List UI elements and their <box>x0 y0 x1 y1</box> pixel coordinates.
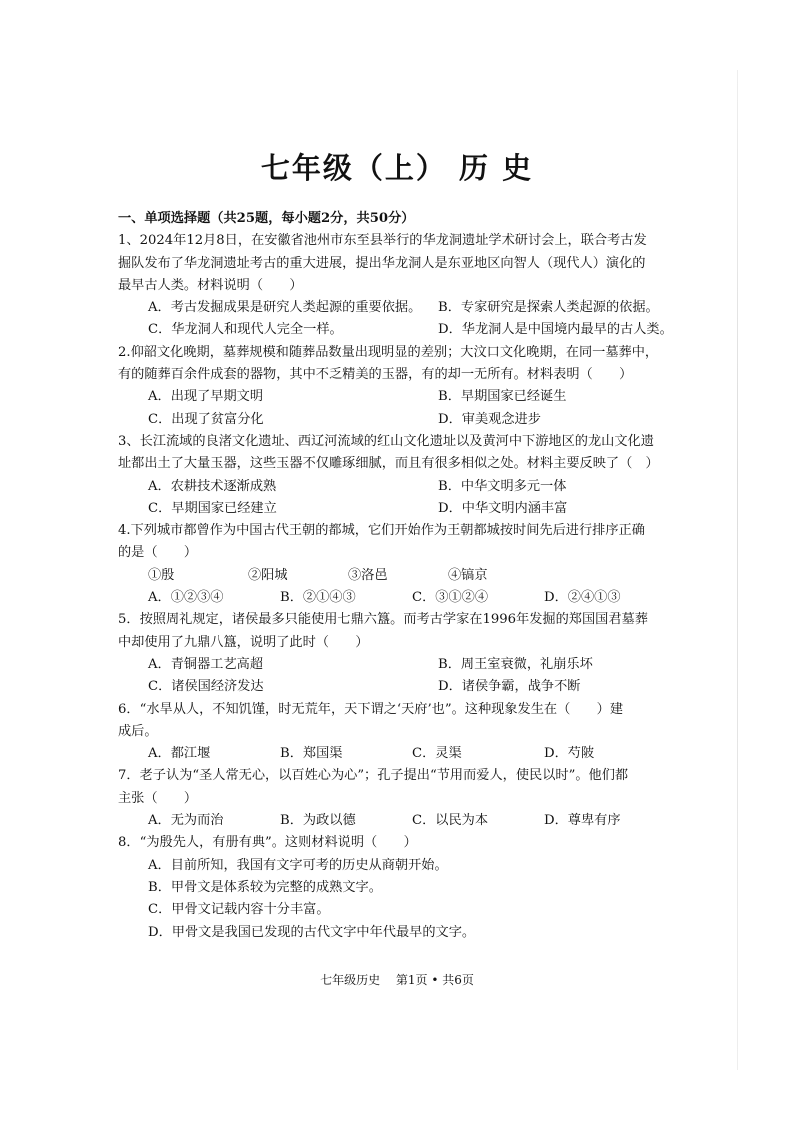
question-8 <box>118 832 684 943</box>
page-title: 七年级（上） 历 史 <box>260 151 534 185</box>
question-text-line: 5．按照周礼规定，诸侯最多只能使用七鼎六簋。而考古学家在1996年发掘的郑国国君墓葬 <box>118 612 648 628</box>
option-c[interactable]: C．出现了贫富分化 <box>148 411 264 427</box>
option-b[interactable]: B．②①④③ <box>280 590 356 606</box>
question-1 <box>118 230 684 341</box>
question-text-line: 3、长江流域的良渚文化遗址、西辽河流域的红山文化遗址以及黄河中下游地区的龙山文化遗 <box>118 433 654 449</box>
option-a[interactable]: A．出现了早期文明 <box>148 389 264 405</box>
option-c[interactable]: C．诸侯国经济发达 <box>148 679 264 695</box>
option-c[interactable]: C．早期国家已经建立 <box>148 500 277 516</box>
sequence-items <box>118 565 684 587</box>
footer-page-number: 第1页 • 共6页 <box>395 973 474 987</box>
option-row <box>118 676 684 698</box>
question-text-line: 中却使用了九鼎八簋，说明了此时（ ） <box>118 634 369 650</box>
page-footer <box>0 971 794 988</box>
option-a[interactable]: A．目前所知，我国有文字可考的历史从商朝开始。 <box>148 857 448 873</box>
option-row <box>118 386 684 408</box>
section-header: 一、单项选择题（共25题，每小题2分，共50分） <box>118 211 415 226</box>
question-text-line: 1、2024年12月8日，在安徽省池州市东至县举行的华龙洞遗址学术研讨会上，联合考古发 <box>118 233 647 249</box>
option-a[interactable]: A．都江堰 <box>148 746 211 762</box>
question-text-line: 2.仰韶文化晚期，墓葬规模和随葬品数量出现明显的差别；大汶口文化晚期，在同一墓葬中， <box>118 344 659 360</box>
option-d[interactable]: D．诸侯争霸，战争不断 <box>438 679 581 695</box>
question-text-line: 的是（ ） <box>118 545 198 561</box>
option-b[interactable]: B．中华文明多元一体 <box>438 478 567 494</box>
option-c[interactable]: C．③①②④ <box>412 590 489 606</box>
sequence-item: ①殷 <box>148 567 175 583</box>
question-4 <box>118 520 684 609</box>
option-b[interactable]: B．甲骨文是体系较为完整的成熟文字。 <box>148 879 382 895</box>
question-text-line: 4.下列城市都曾作为中国古代王朝的都城，它们开始作为王朝都城按时间先后进行排序正确 <box>118 523 645 539</box>
option-row <box>118 654 684 676</box>
sequence-item: ④镐京 <box>448 567 488 583</box>
option-row <box>118 409 684 431</box>
option-a[interactable]: A．无为而治 <box>148 813 224 829</box>
question-text-line: 7．老子认为“圣人常无心，以百姓心为心”；孔子提出“节用而爱人，使民以时”。他们都 <box>118 768 629 784</box>
option-d[interactable]: D．②④①③ <box>544 590 621 606</box>
sequence-item: ②阳城 <box>248 567 288 583</box>
option-row <box>118 297 684 319</box>
option-a[interactable]: A．农耕技术逐渐成熟 <box>148 478 277 494</box>
option-b[interactable]: B．郑国渠 <box>280 746 343 762</box>
question-7 <box>118 765 684 832</box>
question-text-line: 主张（ ） <box>118 790 198 806</box>
page-edge-shadow <box>737 70 738 1070</box>
option-b[interactable]: B．为政以德 <box>280 813 356 829</box>
option-d[interactable]: D．尊卑有序 <box>544 813 621 829</box>
option-row <box>118 476 684 498</box>
sequence-item: ③洛邑 <box>348 567 388 583</box>
question-text-line: 8．“为殷先人，有册有典”。这则材料说明（ ） <box>118 835 417 851</box>
option-row <box>118 810 684 832</box>
footer-subject: 七年级历史 <box>320 973 381 987</box>
option-d[interactable]: D．芍陂 <box>544 746 595 762</box>
option-d[interactable]: D．审美观念进步 <box>438 411 541 427</box>
question-text-line: 址都出土了大量玉器，这些玉器不仅雕琢细腻，而且有很多相似之处。材料主要反映了（ ） <box>118 456 659 472</box>
option-row <box>118 498 684 520</box>
question-text-line: 最早古人类。材料说明（ ） <box>118 277 303 293</box>
option-a[interactable]: A．青铜器工艺高超 <box>148 656 264 672</box>
question-text-line: 成后。 <box>118 723 158 739</box>
option-c[interactable]: C．华龙洞人和现代人完全一样。 <box>148 322 343 338</box>
question-list <box>118 208 684 944</box>
option-row <box>118 743 684 765</box>
question-5 <box>118 609 684 698</box>
option-c[interactable]: C．甲骨文记载内容十分丰富。 <box>148 902 330 918</box>
option-c[interactable]: C．灵渠 <box>412 746 462 762</box>
option-a[interactable]: A．考古发掘成果是研究人类起源的重要依据。 <box>148 300 422 316</box>
question-6 <box>118 699 684 766</box>
option-row <box>118 587 684 609</box>
option-a[interactable]: A．①②③④ <box>148 590 224 606</box>
question-text-line: 6．“水旱从人，不知饥馑，时无荒年，天下谓之‘天府’也”。这种现象发生在（ ）建 <box>118 701 624 717</box>
question-3 <box>118 431 684 520</box>
option-b[interactable]: B．专家研究是探索人类起源的依据。 <box>438 300 659 316</box>
option-row <box>118 319 684 341</box>
option-d[interactable]: D．甲骨文是我国已发现的古代文字中年代最早的文字。 <box>148 924 476 940</box>
question-text-line: 有的随葬百余件成套的器物，其中不乏精美的玉器，有的却一无所有。材料表明（ ） <box>118 367 633 383</box>
option-d[interactable]: D．华龙洞人是中国境内最早的古人类。 <box>438 322 673 338</box>
option-b[interactable]: B．周王室衰微，礼崩乐坏 <box>438 656 593 672</box>
question-2 <box>118 342 684 431</box>
option-d[interactable]: D．中华文明内涵丰富 <box>438 500 568 516</box>
option-c[interactable]: C．以民为本 <box>412 813 489 829</box>
question-text-line: 掘队发布了华龙洞遗址考古的重大进展，提出华龙洞人是东亚地区向智人（现代人）演化的 <box>118 255 646 271</box>
option-b[interactable]: B．早期国家已经诞生 <box>438 389 567 405</box>
